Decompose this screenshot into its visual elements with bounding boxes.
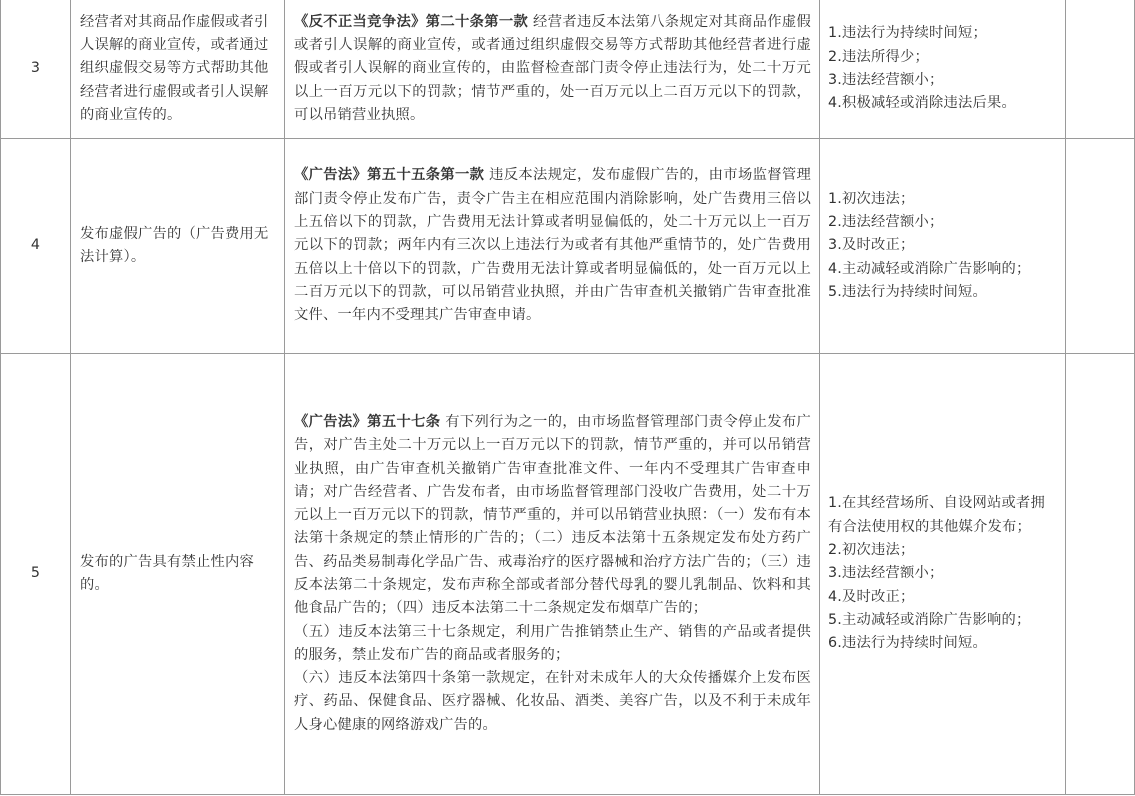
condition-item: 3.及时改正； bbox=[828, 237, 915, 254]
row-number: 3 bbox=[1, 0, 71, 139]
condition-item: 4.主动减轻或消除广告影响的； bbox=[828, 260, 1031, 277]
condition-item: 2.初次违法； bbox=[828, 542, 915, 559]
table-row bbox=[1, 354, 1135, 795]
law-article-title: 《广告法》第五十五条第一款 bbox=[294, 167, 485, 184]
row-number: 5 bbox=[1, 354, 71, 795]
law-paragraph bbox=[294, 411, 811, 621]
mitigating-conditions bbox=[820, 139, 1066, 354]
condition-item: 4.积极减轻或消除违法后果。 bbox=[828, 95, 1017, 112]
law-article-title: 《广告法》第五十七条 bbox=[294, 413, 441, 430]
condition-item: 1.在其经营场所、自设网站或者拥有合法使用权的其他媒介发布； bbox=[828, 495, 1045, 535]
legal-basis bbox=[285, 139, 820, 354]
mitigating-conditions bbox=[820, 0, 1066, 139]
condition-item: 1.违法行为持续时间短； bbox=[828, 25, 988, 42]
law-paragraph: （五）违反本法第三十七条规定，利用广告推销禁止生产、销售的产品或者提供的服务，禁止发布广告的商品或者服务的； bbox=[294, 623, 811, 663]
condition-item: 2.违法所得少； bbox=[828, 48, 930, 65]
empty-cell bbox=[1066, 139, 1135, 354]
law-article-text: 违反本法规定，发布虚假广告的，由市场监督管理部门责令停止发布广告，责令广告主在相应范围内消除影响，处广告费用三倍以上五倍以下的罚款，广告费用无法计算或者明显偏低的，处二十万元以上一百万元以下的罚款；两年内有三次以上违法行为或者有其他严重情节的，处广告费用五倍以上十倍以下的罚款，广告费用无法计算或者明显偏低的，处一百万元以上二百万元以下的罚款，可以吊销营业执照，并由广告审查机关撤销广告审查批准文件、一年内不受理其广告审查申请。 bbox=[294, 167, 811, 324]
empty-cell bbox=[1066, 354, 1135, 795]
mitigating-conditions bbox=[820, 354, 1066, 795]
table-row bbox=[1, 0, 1135, 139]
condition-item: 1.初次违法； bbox=[828, 190, 915, 207]
condition-item: 3.违法经营额小； bbox=[828, 72, 944, 88]
table-row bbox=[1, 139, 1135, 354]
empty-cell bbox=[1066, 0, 1135, 139]
condition-item: 5.违法行为持续时间短。 bbox=[828, 283, 988, 300]
violation-description: 经营者对其商品作虚假或者引人误解的商业宣传，或者通过组织虚假交易等方式帮助其他经营者进行虚假或者引人误解的商业宣传的。 bbox=[71, 0, 285, 139]
condition-item: 4.及时改正； bbox=[828, 588, 915, 605]
law-article-text: 经营者违反本法第八条规定对其商品作虚假或者引人误解的商业宣传，或者通过组织虚假交易等方式帮助其他经营者进行虚假或者引人误解的商业宣传的，由监督检查部门责令停止违法行为，处二十万元以上一百万元以下的罚款；情节严重的，处一百万元以上二百万元以下的罚款，可以吊销营业执照。 bbox=[294, 13, 811, 123]
row-number: 4 bbox=[1, 139, 71, 354]
condition-item: 3.违法经营额小； bbox=[828, 565, 944, 582]
violation-description: 发布的广告具有禁止性内容的。 bbox=[71, 354, 285, 795]
legal-basis bbox=[285, 0, 820, 139]
law-paragraph: （六）违反本法第四十条第一款规定，在针对未成年人的大众传播媒介上发布医疗、药品、保健食品、医疗器械、化妆品、酒类、美容广告，以及不利于未成年人身心健康的网络游戏广告的。 bbox=[294, 670, 811, 733]
law-article-title: 《反不正当竞争法》第二十条第一款 bbox=[294, 13, 529, 30]
violation-description: 发布虚假广告的（广告费用无法计算）。 bbox=[71, 139, 285, 354]
law-article-text: 有下列行为之一的，由市场监督管理部门责令停止发布广告，对广告主处二十万元以上一百万元以下的罚款，情节严重的，并可以吊销营业执照，由广告审查机关撤销广告审查批准文件、一年内不受理其广告审查申请；对广告经营者、广告发布者，由市场监督管理部门没收广告费用，处二十万元以上一百万元以下的罚款，情节严重的，并可以吊销营业执照：（一）发布有本法第十条规定的禁止情形的广告的；（二）违反本法第十五条规定发布处方药广告、药品类易制毒化学品广告、戒毒治疗的医疗器械和治疗方法广告的；（三）违反本法第二十条规定，发布声称全部或者部分替代母乳的婴儿乳制品、饮料和其他食品广告的；（四）违反本法第二十二条规定发布烟草广告的； bbox=[294, 413, 811, 617]
condition-item: 5.主动减轻或消除广告影响的； bbox=[828, 611, 1031, 628]
condition-item: 6.违法行为持续时间短。 bbox=[828, 635, 988, 652]
condition-item: 2.违法经营额小； bbox=[828, 214, 944, 231]
legal-basis bbox=[285, 354, 820, 795]
